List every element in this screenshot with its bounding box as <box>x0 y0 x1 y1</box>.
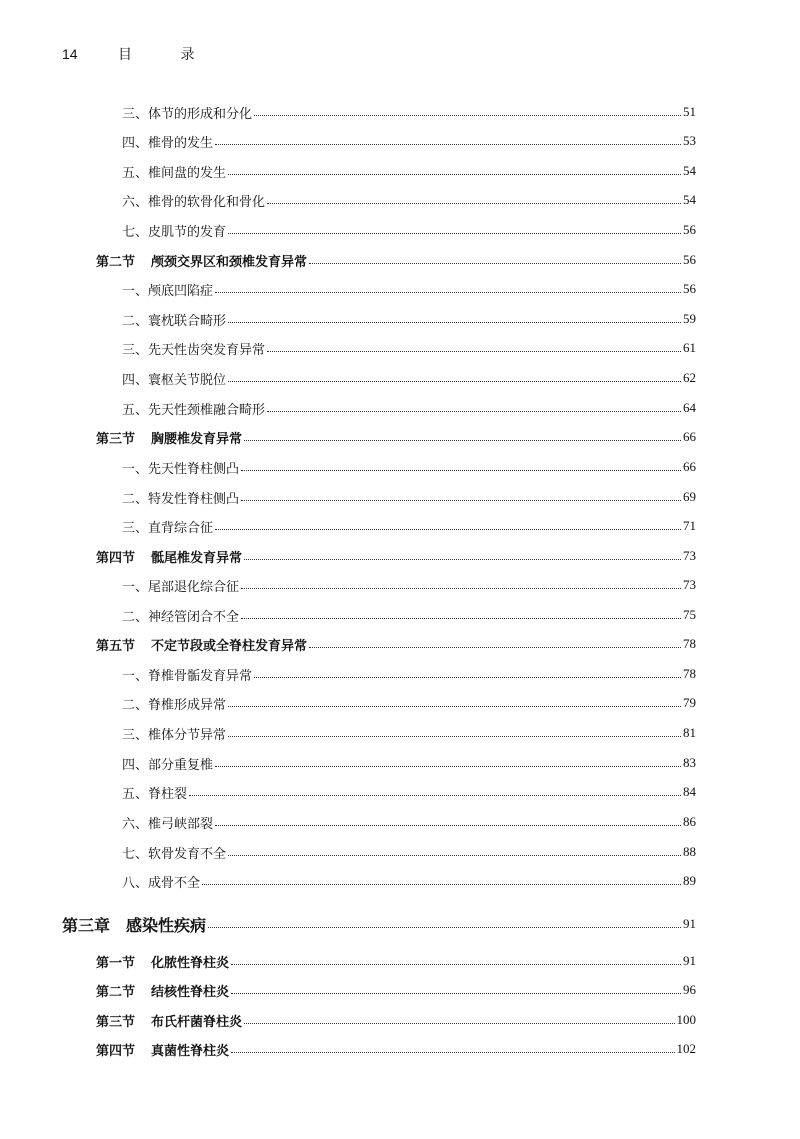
dot-leader <box>189 795 681 796</box>
toc-entry-label: 三、直背综合征 <box>122 520 214 536</box>
dot-leader <box>241 588 681 589</box>
toc-entry-title <box>122 339 265 358</box>
dot-leader <box>215 825 681 826</box>
toc-entry-title <box>96 981 229 1000</box>
toc-entry-label: 化脓性脊柱炎 <box>151 955 230 971</box>
toc-entry-item[interactable] <box>0 810 800 834</box>
toc-entry-label: 五、脊柱裂 <box>122 786 188 802</box>
toc-entry-item[interactable] <box>0 869 800 893</box>
toc-entry-page: 84 <box>683 784 696 799</box>
running-title: 目 录 <box>118 47 217 63</box>
toc-entry-title <box>122 754 213 773</box>
toc-entry-label: 一、脊椎骨骺发育异常 <box>122 668 253 684</box>
toc-entry-item[interactable] <box>0 751 800 775</box>
toc-entry-item[interactable] <box>0 721 800 745</box>
dot-leader <box>215 529 681 530</box>
toc-entry-label: 布氏杆菌脊柱炎 <box>151 1014 243 1030</box>
toc-entry-page: 78 <box>683 636 696 651</box>
toc-entry-page: 79 <box>683 695 696 710</box>
toc-entry-page: 89 <box>683 873 696 888</box>
dot-leader <box>241 470 681 471</box>
toc-entry-item[interactable] <box>0 691 800 715</box>
toc-entry-page: 66 <box>683 459 696 474</box>
toc-entry-section[interactable] <box>0 248 800 272</box>
toc-entry-page: 56 <box>683 222 696 237</box>
toc-entry-page: 83 <box>683 755 696 770</box>
toc-entry-number: 第三节 <box>96 431 136 447</box>
dot-leader <box>228 233 681 234</box>
toc-entry-title <box>122 517 213 536</box>
toc-entry-label: 七、软骨发育不全 <box>122 846 227 862</box>
toc-entry-title <box>122 813 213 832</box>
toc-entry-label: 六、椎弓峡部裂 <box>122 816 214 832</box>
toc-entry-label: 一、尾部退化综合征 <box>122 579 240 595</box>
toc-entry-page: 73 <box>683 548 696 563</box>
toc-entry-label: 三、椎体分节异常 <box>122 727 227 743</box>
toc-entry-item[interactable] <box>0 218 800 242</box>
toc-entry-page: 56 <box>683 252 696 267</box>
toc-entry-item[interactable] <box>0 129 800 153</box>
toc-entry-section[interactable] <box>0 632 800 656</box>
toc-entry-label: 四、寰枢关节脱位 <box>122 372 227 388</box>
toc-entry-label: 胸腰椎发育异常 <box>151 431 243 447</box>
toc-entry-item[interactable] <box>0 485 800 509</box>
toc-entry-page: 66 <box>683 429 696 444</box>
toc-entry-item[interactable] <box>0 780 800 804</box>
toc-entry-number: 第一节 <box>96 955 136 971</box>
dot-leader <box>228 736 681 737</box>
dot-leader <box>215 292 681 293</box>
toc-entry-section[interactable] <box>0 949 800 973</box>
dot-leader <box>208 927 681 928</box>
toc-entry-label: 三、先天性齿突发育异常 <box>122 342 266 358</box>
toc-entry-page: 64 <box>683 400 696 415</box>
toc-entry-number: 第二节 <box>96 984 136 1000</box>
toc-entry-page: 91 <box>683 916 696 931</box>
toc-entry-title <box>96 635 307 654</box>
toc-entry-title <box>62 913 206 936</box>
toc-entry-label: 颅颈交界区和颈椎发育异常 <box>151 254 308 270</box>
toc-entry-label: 结核性脊柱炎 <box>151 984 230 1000</box>
toc-entry-label: 八、成骨不全 <box>122 875 201 891</box>
toc-entry-label: 二、神经管闭合不全 <box>122 609 240 625</box>
toc-entry-title <box>122 694 226 713</box>
dot-leader <box>202 884 681 885</box>
toc-entry-label: 七、皮肌节的发育 <box>122 224 227 240</box>
toc-entry-page: 102 <box>676 1041 696 1056</box>
toc-entry-item[interactable] <box>0 307 800 331</box>
toc-entry-item[interactable] <box>0 396 800 420</box>
toc-entry-title <box>122 310 226 329</box>
toc-entry-page: 81 <box>683 725 696 740</box>
toc-entry-label: 一、颅底凹陷症 <box>122 283 214 299</box>
toc-entry-section[interactable] <box>0 425 800 449</box>
toc-entry-title <box>122 369 226 388</box>
toc-entry-number: 第四节 <box>96 1043 136 1059</box>
toc-entry-item[interactable] <box>0 277 800 301</box>
toc-entry-number: 第三节 <box>96 1014 136 1030</box>
dot-leader <box>244 559 681 560</box>
toc-entry-page: 54 <box>683 163 696 178</box>
dot-leader <box>228 706 681 707</box>
toc-entry-section[interactable] <box>0 1008 800 1032</box>
toc-entry-label: 二、特发性脊柱侧凸 <box>122 491 240 507</box>
toc-entry-page: 69 <box>683 489 696 504</box>
toc-entry-label: 二、脊椎形成异常 <box>122 697 227 713</box>
toc-entry-item[interactable] <box>0 455 800 479</box>
dot-leader <box>215 766 681 767</box>
dot-leader <box>254 115 681 116</box>
toc-entry-page: 53 <box>683 133 696 148</box>
dot-leader <box>267 411 681 412</box>
toc-entry-chapter[interactable] <box>0 912 800 936</box>
toc-entry-label: 一、先天性脊柱侧凸 <box>122 461 240 477</box>
toc-entry-label: 四、部分重复椎 <box>122 757 214 773</box>
toc-entry-section[interactable] <box>0 1037 800 1061</box>
toc-entry-title <box>96 1040 229 1059</box>
dot-leader <box>309 647 681 648</box>
toc-entry-item[interactable] <box>0 366 800 390</box>
dot-leader <box>215 144 681 145</box>
page-header <box>62 44 216 64</box>
dot-leader <box>241 500 681 501</box>
toc-entry-label: 不定节段或全脊柱发育异常 <box>151 638 308 654</box>
toc-entry-label: 六、椎骨的软骨化和骨化 <box>122 194 266 210</box>
dot-leader <box>231 964 681 965</box>
toc-entry-title <box>96 952 229 971</box>
toc-entry-label: 真菌性脊柱炎 <box>151 1043 230 1059</box>
toc-entry-label: 感染性疾病 <box>126 915 207 935</box>
toc-entry-page: 54 <box>683 192 696 207</box>
dot-leader <box>267 203 681 204</box>
toc-entry-title <box>122 872 200 891</box>
toc-entry-title <box>122 576 239 595</box>
toc-entry-page: 75 <box>683 607 696 622</box>
toc-entry-page: 88 <box>683 844 696 859</box>
toc-entry-title <box>96 547 242 566</box>
toc-entry-title <box>122 458 239 477</box>
dot-leader <box>244 1023 674 1024</box>
toc-entry-item[interactable] <box>0 159 800 183</box>
toc-entry-page: 100 <box>676 1012 696 1027</box>
toc-entry-number: 第二节 <box>96 254 136 270</box>
toc-entry-label: 五、椎间盘的发生 <box>122 165 227 181</box>
toc-entry-item[interactable] <box>0 840 800 864</box>
dot-leader <box>244 440 681 441</box>
toc-entry-page: 56 <box>683 281 696 296</box>
toc-entry-section[interactable] <box>0 978 800 1002</box>
toc-entry-item[interactable] <box>0 336 800 360</box>
toc-entry-title <box>122 280 213 299</box>
toc-entry-page: 96 <box>683 982 696 997</box>
toc-entry-title <box>122 606 239 625</box>
dot-leader <box>228 322 681 323</box>
toc-entry-title <box>122 843 226 862</box>
toc-entry-label: 三、体节的形成和分化 <box>122 106 253 122</box>
toc-entry-page: 91 <box>683 953 696 968</box>
dot-leader <box>231 993 681 994</box>
toc-entry-title <box>96 428 242 447</box>
toc-entry-number: 第三章 <box>62 915 111 935</box>
toc-entry-page: 51 <box>683 104 696 119</box>
toc-entry-title <box>122 221 226 240</box>
toc-entry-title <box>122 399 265 418</box>
toc-entry-page: 61 <box>683 340 696 355</box>
toc-entry-label: 五、先天性颈椎融合畸形 <box>122 402 266 418</box>
page-number: 14 <box>62 46 78 62</box>
toc-entry-item[interactable] <box>0 100 800 124</box>
toc-entry-title <box>122 783 187 802</box>
toc-entry-item[interactable] <box>0 573 800 597</box>
dot-leader <box>241 618 681 619</box>
toc-entry-label: 二、寰枕联合畸形 <box>122 313 227 329</box>
toc-entry-title <box>96 1011 242 1030</box>
toc-entry-page: 62 <box>683 370 696 385</box>
dot-leader <box>231 1052 674 1053</box>
toc-entry-title <box>122 488 239 507</box>
toc-entry-title <box>122 162 226 181</box>
dot-leader <box>309 263 681 264</box>
dot-leader <box>228 174 681 175</box>
toc-entry-label: 四、椎骨的发生 <box>122 135 214 151</box>
toc-entry-section[interactable] <box>0 544 800 568</box>
toc-entry-title <box>122 132 213 151</box>
toc-entry-page: 59 <box>683 311 696 326</box>
toc-entry-title <box>122 665 252 684</box>
toc-entry-item[interactable] <box>0 603 800 627</box>
toc-entry-page: 86 <box>683 814 696 829</box>
toc-entry-label: 骶尾椎发育异常 <box>151 550 243 566</box>
toc-entry-item[interactable] <box>0 188 800 212</box>
toc-entry-title <box>122 191 265 210</box>
toc-entry-item[interactable] <box>0 662 800 686</box>
toc-entry-title <box>122 724 226 743</box>
dot-leader <box>228 381 681 382</box>
dot-leader <box>254 677 681 678</box>
toc-entry-title <box>122 103 252 122</box>
toc-entry-page: 71 <box>683 518 696 533</box>
dot-leader <box>267 351 681 352</box>
toc-entry-title <box>96 251 307 270</box>
toc-entry-item[interactable] <box>0 514 800 538</box>
dot-leader <box>228 855 681 856</box>
toc-entry-number: 第五节 <box>96 638 136 654</box>
toc-entry-page: 78 <box>683 666 696 681</box>
toc-entry-number: 第四节 <box>96 550 136 566</box>
toc-entry-page: 73 <box>683 577 696 592</box>
